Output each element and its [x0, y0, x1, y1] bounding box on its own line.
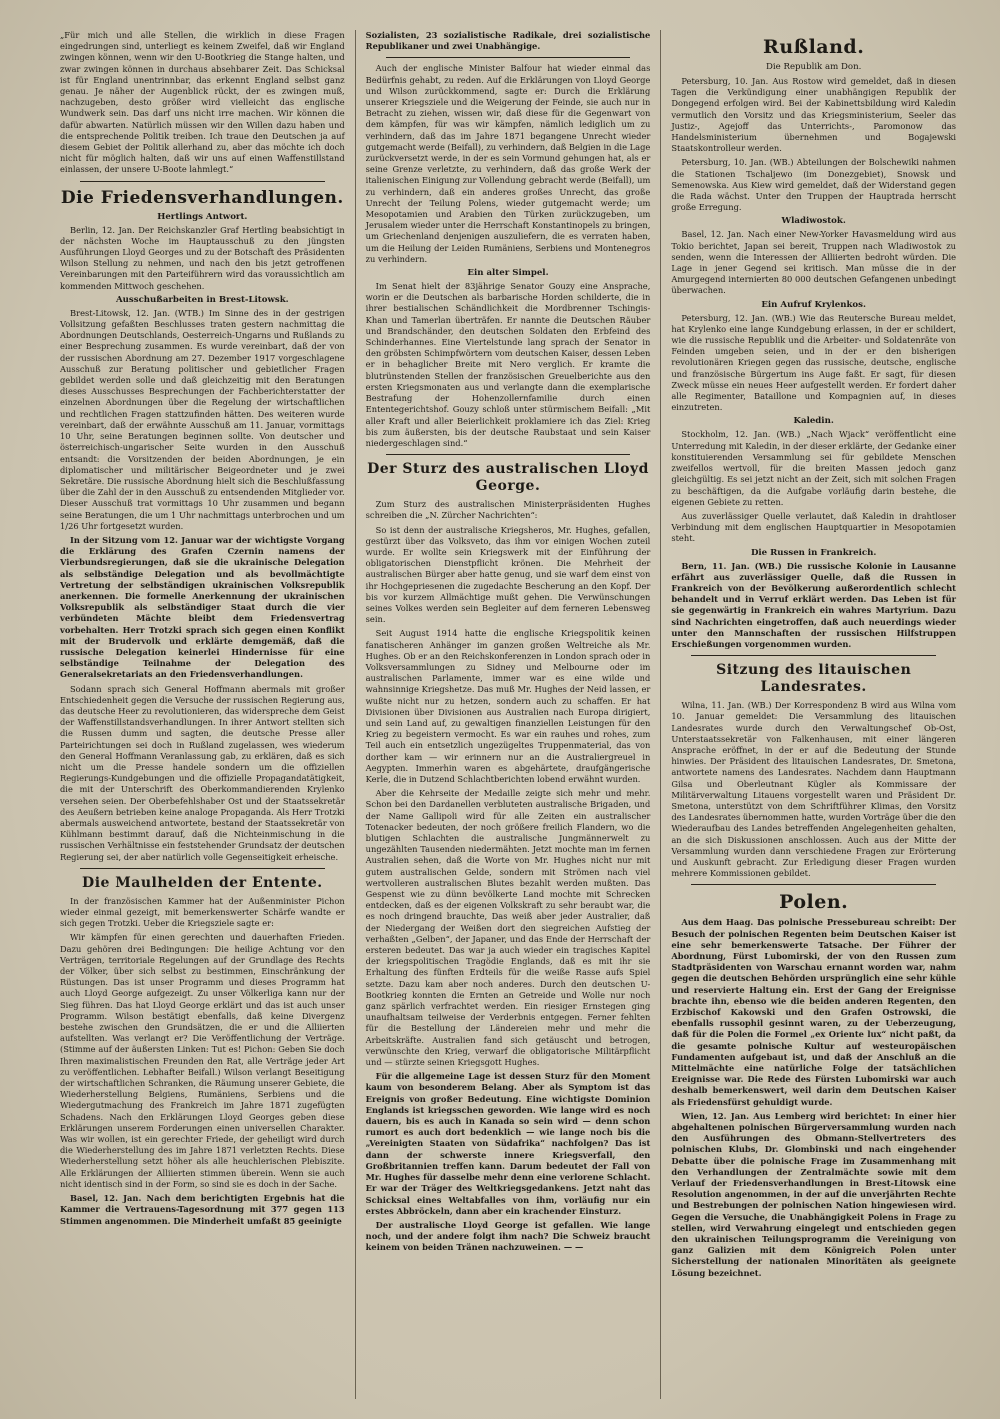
divider [386, 454, 631, 455]
columns [50, 30, 966, 1399]
divider [80, 868, 325, 869]
article-paragraph: Petersburg, 12. Jan. (WB.) Wie das Reutersche Bureau meldet, hat Krylenko eine lange Kundgebung erlassen, in der er schildert, wie die russische Republik und die Arbeiter- und Soldatenräte von Feinden umgeben seien, und in der er den bisherigen revolutionären Kriegen gegen das russische, deutsche, englische und französische Bürgertum ins Auge faßt. Er sagt, für diesen Zweck müsse ein neues Heer aufgestellt werden. Er fordert daher alle Regimenter, Bataillone und Kompagnien auf, in dieses einzutreten. [671, 312, 957, 413]
divider [691, 655, 936, 656]
article-paragraph: Sodann sprach sich General Hoffmann abermals mit großer Entschiedenheit gegen die Versuche der russischen Regierung aus, das deutsche Heer zu revolutionieren, das widerspreche dem Geist der Waffenstillstandsverhandlungen. In ihrer Antwort stellten sich die Russen dumm und sagten, die deutsche Presse aller Parteirichtungen sei doch in Rußland zugelassen, wes wiederum den General Hoffmann Veranlassung gab, zu erklären, daß es sich nicht um die Presse handele sondern um die offiziellen Regierungs-Kundgebungen und die offizielle Propagandatätigkeit, die mit der Unterschrift des Oberkommandierenden Krylenko versehen seien. Der Oberbefehlshaber Ost und der Staatssekretär des Aeußern betrieben keine analoge Propaganda. Als Herr Trotzki abermals ausweichend antwortete, bestand der Staatssekretär von Kühlmann bestimmt darauf, daß die Nichteinmischung in die russischen Verhältnisse ein feststehender Grundsatz der deutschen Regierung sei, der aber natürlich volle Gegenseitigkeit erheische. [60, 683, 345, 862]
divider [80, 181, 325, 182]
headline-polen: Polen. [779, 891, 849, 914]
article-paragraph: Bern, 11. Jan. (WB.) Die russische Kolonie in Lausanne erfährt aus zuverlässiger Quelle, daß die Russen in Frankreich von der Bevölkerung außerordentlich schlecht behandelt und in Verruf erklärt werden. Das Leben ist für sie gegenwärtig in Frankreich ein wahres Martyrium. Dazu sind Nachrichten eingetroffen, daß auch neuerdings wieder unter den Mannschaften der russischen Hilfstruppen Erschießungen vorgenommen wurden. [671, 560, 957, 649]
subheading-kaledin: Kaledin. [793, 416, 834, 427]
subheading-wladiwostok: Wladiwostok. [781, 216, 846, 227]
subheading-brest-litowsk: Ausschußarbeiten in Brest-Litowsk. [115, 294, 289, 305]
article-paragraph: In der französischen Kammer hat der Außenminister Pichon wieder einmal gezeigt, mit bemerkenswerter Schärfe wandte er sich gegen Trotzki. Ueber die Kriegsziele sagte er: [60, 895, 345, 929]
headline-litauen: Sitzung des litauischen Landesrates. [716, 662, 912, 696]
article-paragraph: In der Sitzung vom 12. Januar war der wichtigste Vorgang die Erklärung des Grafen Czernin namens der Vierbundsregierungen, daß sie die ukrainische Delegation als selbständige Delegation und als bevollmächtigte Vertretung der selbständigen ukrainischen Volksrepublik anerkennen. Die formelle Anerkennung der ukrainischen Volksrepublik als selbständiger Staat durch die vier verbündeten Mächte bleibt dem Friedensvertrag vorbehalten. Herr Trotzki sprach sich gegen einen Konflikt mit der Brudervolk und erklärte demgemäß, daß die russische Delegation keinerlei Hindernisse für eine selbständige Teilnahme der Delegation des Generalsekretariats an den Friedensverhandlungen. [60, 534, 345, 680]
article-paragraph: Aus dem Haag. Das polnische Pressebureau schreibt: Der Besuch der polnischen Regenten beim Deutschen Kaiser ist eine sehr bemerkenswerte Tatsache. Der Führer der Abordnung, Fürst Lubomirski, der von den Russen zum Stadtpräsidenten von Warschau ernannt worden war, nahm gegen die deutschen Behörden ursprünglich eine sehr kühle und reservierte Haltung ein. Erst der Gang der Ereignisse brachte ihn, ebenso wie die beiden anderen Regenten, den Erzbischof Kakowski und den Grafen Ostrowski, die ebenfalls russophil gesinnt waren, zu der Ueberzeugung, daß für die Polen die Formel „ex Oriente lux“ nicht paßt, da die gesamte polnische Kultur auf westeuropäischen Fundamenten aufgebaut ist, und daß der Anschluß an die Mittelmächte eine natürliche Folge der tatsächlichen Ereignisse war. Die Rede des Fürsten Lubomirski war auch deshalb bemerkenswert, weil darin dem Deutschen Kaiser als Friedensfürst gehuldigt wurde. [671, 917, 957, 1107]
article-paragraph: Auch der englische Minister Balfour hat wieder einmal das Bedürfnis gehabt, zu reden. Auf die Erklärungen von Lloyd George und Wilson zurückkommend, sagte er: Durch die Erklärung unserer Kriegsziele und die Weigerung der Feinde, sie auch nur in Betracht zu ziehen, wissen wir, daß diese für die Gegenwart von dem kämpfen, für was wir kämpfen, nämlich lediglich um zu verhindern, daß das im Jahre 1871 begangene Unrecht wieder gutgemacht werde (Beifall), zu verhindern, daß Belgien in die Lage zurückversetzt werde, in der es sein Vormund gehungen hat, als er seine Grenze verletzte, zu verhindern, daß das große Werk der italienischen Einigung zur Vollendung gebracht werde (Beifall), um zu verhindern, daß ein anderes großes Unrecht, das große Unrecht der Teilung Polens, wieder gutgemacht werde; um Mesopotamien und Arabien den Türken zurückzugeben, um Jerusalem wieder unter die Herrschaft Konstantinopels zu bringen, um Griechenland denjenigen auszuliefern, die es verraten haben, um die Heilung der Leiden Rumäniens, Serbiens und Montenegros zu verhindern. [365, 63, 651, 264]
column-left [50, 30, 355, 1399]
subheading-hertling: Hertlings Antwort. [157, 211, 248, 222]
article-paragraph: Brest-Litowsk, 12. Jan. (WTB.) Im Sinne des in der gestrigen Vollsitzung gefaßten Beschlusses traten gestern nachmittag die Abordnungen Deutschlands, Oesterreich-Ungarns und Rußlands zu einer Besprechung zusammen. Es wurde vereinbart, daß der von der russischen Abordnung am 27. Dezember 1917 vorgeschlagene Ausschuß zur Beratung politischer und gebietlicher Fragen gebildet werden solle und daß gleichzeitig mit den Beratungen dieses Ausschusses Besprechungen der Fachberichterstatter der einzelnen Abordnungen über die Regelung der wirtschaftlichen und rechtlichen Fragen stattzufinden hätten. Des weiteren wurde vereinbart, daß der erwähnte Ausschuß am 11. Januar, vormittags 10 Uhr, seine Beratungen beginnen sollte. Von deutscher und österreichisch-ungarischer Seite wurden in den Ausschuß entsandt: die Vorsitzenden der beiden Abordnungen, je ein diplomatischer und militärischer Beigeordneter und je zwei Sekretäre. Die russische Abordnung hielt sich die Beschlußfassung über die Zahl der in den Ausschuß zu entsendenden Mitglieder vor. Dieser Ausschuß trat vormittags 10 Uhr zusammen und begann seine Beratungen, die um 1 Uhr nachmittags unterbrochen und um 1/26 Uhr fortgesetzt wurden. [60, 307, 345, 531]
article-paragraph: Wien, 12. Jan. Aus Lemberg wird berichtet: In einer hier abgehaltenen polnischen Bürgerversammlung wurden nach den Ausführungen des Obmann-Stellvertreters des polnischen Klubs, Dr. Glombinski und nach eingehender Debatte über die polnische Frage im Zusammenhang mit den Verhandlungen der Zentralmächte sowie mit dem Verlauf der Friedensverhandlungen in Brest-Litowsk eine Resolution angenommen, in der auf die unverjährten Rechte und Bestrebungen der polnischen Nation hingewiesen wird. Gegen die Versuche, die Unabhängigkeit Polens in Frage zu stellen, wird Verwahrung eingelegt und entschieden gegen den ukrainischen Teilungsprogramm die Vereinigung von ganz Galizien mit dem Königreich Polen unter Sicherstellung der nationalen Minoritäten als geeignete Lösung bezeichnet. [671, 1110, 957, 1278]
subheading-russen-frankreich: Die Russen in Frankreich. [750, 547, 877, 558]
article-paragraph: Basel, 12. Jan. Nach dem berichtigten Ergebnis hat die Kammer die Vertrauens-Tagesordnung mit 377 gegen 113 Stimmen angenommen. Die Minderheit umfaßt 85 geeinigte [60, 1193, 345, 1226]
article-paragraph: So ist denn der australische Kriegsheros, Mr. Hughes, gefallen, gestürzt über das Volksveto, das ihm vor einigen Wochen zuteil wurde. Er wollte sein Kriegswerk mit der Einführung der obligatorischen Dienstpflicht krönen. Die Mehrheit der australischen Bürger aber hatte genug, und sie warf dem einst von ihr Hochgepriesenen die zugedachte Bescherung an den Kopf. Der bis vor kurzem Allmächtige mußt gehen. Die Verwünschungen seines Volkes werden sein Begleiter auf dem ferneren Lebensweg sein. [365, 524, 651, 625]
article-paragraph: Der australische Lloyd George ist gefallen. Wie lange noch, und der andere folgt ihm nach? Die Schweiz braucht keinem von beiden Tränen nachzuweinen. — — [365, 1219, 651, 1253]
article-paragraph: Sozialisten, 23 sozialistische Radikale, drei sozialistische Republikaner und zwei Unabhängige. [365, 30, 651, 52]
headline-friedensverhandlungen: Die Friedensverhandlungen. [60, 187, 344, 208]
divider [386, 57, 631, 58]
article-paragraph: Für die allgemeine Lage ist dessen Sturz für den Moment kaum von besonderem Belang. Aber als Symptom ist das Ereignis von großer Bedeutung. Eine wichtigste Dominion Englands ist kriegsschen geworden. Wie lange wird es noch dauern, bis es auch in Kanada so sein wird — denn schon rumort es auch dort bedenklich — wie lange noch bis die „Vereinigten Staaten von Südafrika“ nachfolgen? Das ist dann der schwerste innere Kriegsverfall, den Großbritannien treffen kann. Darum bedeutet der Fall von Mr. Hughes für dasselbe mehr denn eine verlorene Schlacht. Er war der Träger des Weltkriegsgedankens. Jetzt naht das Schicksal eines Weltabfalles von ihm, vorläufig nur ein erstes Abbröckeln, dann aber ein krachender Einsturz. [365, 1071, 651, 1216]
article-paragraph: Stockholm, 12. Jan. (WB.) „Nach Wjack“ veröffentlicht eine Unterredung mit Kaledin, in der dieser erklärte, der Gedanke einer konstituierenden Versammlung sei für gebildete Menschen zweifellos wertvoll, für die breiten Massen jedoch ganz gleichgültig. Es sei jetzt nicht an der Zeit, sich mit solchen Fragen zu beschäftigen, da die Aufgabe vorläufig darin bestehe, die eigenen Gebiete zu retten. [671, 429, 957, 507]
subheading-simpel: Ein alter Simpel. [467, 268, 549, 279]
article-paragraph: Basel, 12. Jan. Nach einer New-Yorker Havasmeldung wird aus Tokio berichtet, Japan sei bereit, Truppen nach Wladiwostok zu senden, wenn die Interessen der Alliierten bedroht würden. Die Lage in jener Gegend sei kritisch. Man müsse die in der Amurgegend internierten 80 000 deutschen Gefangenen unbedingt überwachen. [671, 229, 957, 296]
column-middle [355, 30, 661, 1399]
quote-paragraph: „Für mich und alle Stellen, die wirklich in diese Fragen eingedrungen sind, unterliegt es keinem Zweifel, daß wir England zwingen können, wenn wir den U-Bootkrieg die Stange halten, und zwar zwingen können in durchaus absehbarer Zeit. Das Schicksal ist für England unentrinnbar, das erkennt England selbst ganz genau. Je näher der Augenblick rückt, der es zwingen muß, nachzugeben, desto größer wird vielleicht das englische Wundwerk sein. Das darf uns nicht irre machen. Wir können die dafür abwarten. Natürlich müssen wir den Willen dazu haben und die entsprechende Politik treiben. Ich traue den Deutschen ja auf diesem Gebiet der Politik allerhand zu, aber das möchte ich doch nicht für möglich halten, daß wir uns auf einen Waffenstillstand einlassen, der unsere U-Boote lahmlegt.“ [60, 30, 345, 175]
article-paragraph: Wilna, 11. Jan. (WB.) Der Korrespondenz B wird aus Wilna vom 10. Januar gemeldet: Die Versammlung des litauischen Landesrates wurde durch den Verwaltungschef Ob-Ost, Unterstaatssekretär von Falkenhausen, mit einer längeren Ansprache eröffnet, in der er auf die Bedeutung der Stunde hinwies. Der Präsident des litauischen Landesrates, Dr. Smetona, antwortete namens des Landesrates. Nachdem dann Hauptmann Gilsa und Oberleutnant Kügler als Kommissare der Militärverwaltung Litauens vorgestellt waren und Präsident Dr. Smetona, unterstützt von dem Schriftführer Klimas, den Vorsitz des Landesrates übernommen hatte, wurden Vorträge über die den Wiederaufbau des Landes betreffenden Angelegenheiten gehalten, an die sich Diskussionen anschlossen. Auch aus der Mitte der Versammlung wurden dann verschiedene Fragen zur Erörterung und Auskunft gebracht. Zur Erledigung dieser Fragen wurden mehrere Kommissionen gebildet. [671, 700, 957, 879]
article-paragraph: Aber die Kehrseite der Medaille zeigte sich mehr und mehr. Schon bei den Dardanellen verbluteten australische Brigaden, und der Name Gallipoli wird für alle Zeiten ein australischer Totenacker bedeuten, der noch größere freilich Flandern, wo die blutigen Schlachten die australische Jungmännerwelt zu ungezählten Tausenden niedermähten. Jetzt mochte man im fernen Australien sehen, daß die Worte von Mr. Hughes nicht nur mit gutem australischen Gelde, sondern mit Strömen nach viel wertvolleren australischen Blutes bezahlt werden mußten. Das Gespenst wie zu dünn bevölkerte Land mochte mit Schrecken entdecken, daß es der eigenen Volkskraft zu sehr beraubt war, die es noch dringend brauchte, Das weiß aber jeder Australier, daß der Niedergang der Weißen dort den siegreichen Aufstieg der verhaßten „Gelben“, der Japaner, und das Ende der Herrschaft der ersteren bedeutet. Das war ja auch wieder ein tragisches Kapitel der kriegspolitischen Tragödie Englands, daß es mit ihr sie Erhaltung des fünften Erdteils für die weiße Rasse aufs Spiel setzte. Dazu kam aber noch anderes. Durch den deutschen U-Bootkrieg konnten die Ernten an Getreide und Wolle nur noch ganz spärlich verfrachtet werden. Ein riesiger Ernstegen ging unaufhaltsam teilweise der Verderbnis entgegen. Ferner fehlten für die Bestellung der Ländereien mehr und mehr die Arbeitskräfte. Australien fand sich getäuscht und betrogen, verwünschte den Krieg, verwarf die obligatorische Militärpflicht und — stürzte seinen Kriegsgott Hughes. [365, 788, 651, 1068]
column-right [660, 30, 966, 1399]
article-paragraph: Zum Sturz des australischen Ministerpräsidenten Hughes schreiben die „N. Zürcher Nachrichten“: [365, 499, 651, 521]
headline-sturz: Der Sturz des australischen Lloyd George. [367, 461, 649, 495]
divider [691, 884, 936, 885]
subtitle-don: Die Republik am Don. [766, 62, 862, 72]
article-paragraph: Wir kämpfen für einen gerechten und dauerhaften Frieden. Dazu gehören drei Bedingungen: Die heilige Achtung vor den Verträgen, territoriale Regelungen auf der Grundlage des Rechts der Völker, über sich selbst zu bestimmen, Einschränkung der Rüstungen. Das ist unser Programm und dieses Programm hat auch Lloyd George aufgezeigt. Zu unser Völkerliga kann nur der Sieg führen. Das hat Lloyd George erklärt und das ist auch unser Programm. Wilson bestätigt ebenfalls, daß keine Divergenz bestehe zwischen den Grundsätzen, die er und die Alliierten aufstellten. Was verlangt er? Die Veröffentlichung der Verträge. (Stimme auf der äußersten Linken: Tut es! Pichon: Geben Sie doch Ihren maximalistischen Freunden den Rat, alle Verträge jeder Art zu veröffentlichen. Lebhafter Beifall.) Wilson verlangt Beseitigung der wirtschaftlichen Schranken, die Räumung unserer Gebiete, die Wiederherstellung Belgiens, Rumäniens, Serbiens und die Wiedergutmachung des Frankreich im Jahre 1871 zugefügten Schadens. Nach den Erklärungen Lloyd Georges geben diese Erklärungen unserem Forderungen einen universellen Charakter. Was wir wollen, ist ein gerechter Friede, der geheiligt wird durch die Wiederherstellung des im Jahre 1871 verletzten Rechts. Diese Wiederherstellung setzt höher als alle heuchlerischen Plebiszite. Alle Erklärungen der Alliierten stimmen überein. Wenn sie auch nicht identisch sind in der Form, so sind sie es doch in der Sache. [60, 932, 345, 1189]
subheading-krylenko: Ein Aufruf Krylenkos. [761, 299, 866, 310]
headline-maulhelden: Die Maulhelden der Entente. [82, 874, 323, 891]
article-paragraph: Aus zuverlässiger Quelle verlautet, daß Kaledin in drahtloser Verbindung mit dem englischen Hauptquartier in Mesopotamien steht. [671, 510, 957, 544]
article-paragraph: Berlin, 12. Jan. Der Reichskanzler Graf Hertling beabsichtigt in der nächsten Woche im Hauptausschuß zu den jüngsten Ausführungen Lloyd Georges und zu der Botschaft des Präsidenten Wilson Stellung zu nehmen, und nach den bis jetzt getroffenen Vereinbarungen mit den Parteiführern wird das voraussichtlich am kommenden Mittwoch geschehen. [60, 224, 345, 291]
article-paragraph: Petersburg, 10. Jan. Aus Rostow wird gemeldet, daß in diesen Tagen die Verkündigung einer unabhängigen Republik der Dongegend erfolgen wird. Bei der Kabinettsbildung wird Kaledin vermutlich den Vorsitz und das Kriegsministerium, Seeler das Justiz-, Agejoff das Unterrichts-, Paromonow das Handelsministerium übernehmen und Bogajewski Staatskontrolleur werden. [671, 76, 957, 154]
article-paragraph: Im Senat hielt der 83jährige Senator Gouzy eine Ansprache, worin er die Deutschen als barbarische Horden schilderte, die in ihrer bestialischen Schändlichkeit die Mordbrenner Tschingis-Khan und Tamerlan überträfen. Er nannte die Deutschen Räuber und Brandschänder, den deutschen Soldaten den Erbfeind des Schinderhannes. Eine Viertelstunde lang sprach der Senator in den gröbsten Schimpfwörtern vom deutschen Kaiser, dessen Leben er in behaglicher Breite mit Nero verglich. Er kramte die blutrünstenden Stellen der französischen Greuelberichte aus den ersten Kriegsmonaten aus und verlangte dann die exemplarische Bestrafung der Hohenzollernfamilie durch einen Ententegerichtshof. Gouzy schloß unter stürmischem Beifall: „Mit aller Kraft und aller Beierlichkeit proklamiere ich das Ziel: Krieg bis zum äußersten, bis der deutsche Raubstaat und sein Kaiser niedergeschlagen sind.“ [365, 281, 651, 448]
headline-russland: Rußland. [763, 36, 865, 58]
article-paragraph: Seit August 1914 hatte die englische Kriegspolitik keinen fanatischeren Anhänger im ganzen großen Weltreiche als Mr. Hughes. Ob er an den Reichskonferenzen in London sprach oder in Volksversammlungen zu Sidney und Melbourne oder im australischen Parlamente, immer war es eine wilde und wahnsinnige Kriegshetze. Das muß Mr. Hughes der Neid lassen, er wußte nicht nur zu hetzen, sondern auch zu schaffen. Er hat Divisionen über Divisionen aus Australien nach Europa dirigiert, und sein Land auf, zu gewaltigen finanziellen Leistungen für den Krieg zu begeistern vermocht. Es war ein rauhes und rohes, zum Teil auch ein entsetzlich ungezügeltes Truppenmaterial, das von dorther kam — wir erinnern nur an die Australiergreuel in Aegypten. Immerhin waren es abgehärtete, draufgängerische Kerle, die in Dutzend Schlachtberichten lobend erwähnt wurden. [365, 628, 651, 784]
article-paragraph: Petersburg, 10. Jan. (WB.) Abteilungen der Bolschewiki nahmen die Stationen Tschaljewo (im Donezgebiet), Snowsk und Semenowska. Aus Kiew wird gemeldet, daß der Widerstand gegen die Rada wächst. Unter den Truppen der Hauptrada herrscht große Erregung. [671, 157, 957, 213]
